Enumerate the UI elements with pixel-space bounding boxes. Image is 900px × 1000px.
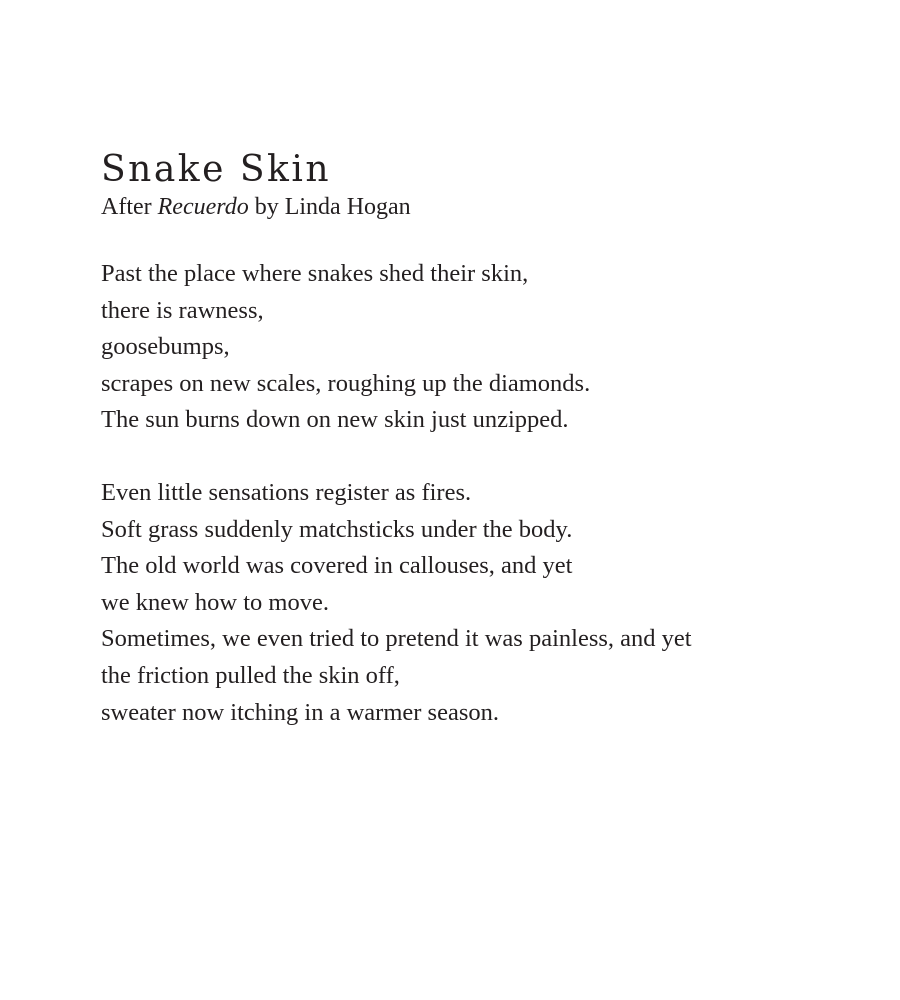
poem-line: Past the place where snakes shed their skin,: [101, 260, 529, 287]
stanza-1: [101, 256, 861, 439]
poem-line: Even little sensations register as fires.: [101, 478, 472, 506]
poem-line: the friction pulled the skin off,: [101, 661, 400, 689]
subtitle-suffix: by Linda Hogan: [248, 194, 411, 220]
subtitle-work-title: Recuerdo: [157, 194, 249, 220]
poem-line: scrapes on new scales, roughing up the diamonds.: [101, 369, 591, 397]
poem-line: there is rawness,: [101, 296, 264, 324]
poem-page: [101, 148, 861, 731]
poem-line: sweater now itching in a warmer season.: [101, 698, 499, 726]
poem-line: goosebumps,: [101, 333, 230, 361]
poem-subtitle: [101, 192, 861, 222]
poem-line: The old world was covered in callouses, and yet: [101, 552, 573, 580]
poem-line: we knew how to move.: [101, 588, 329, 616]
poem-line: Soft grass suddenly matchsticks under the body.: [101, 515, 573, 543]
poem-line: Sometimes, we even tried to pretend it was painless, and yet: [101, 625, 692, 653]
poem-line: The sun burns down on new skin just unzipped.: [101, 406, 569, 434]
stanza-2: [101, 475, 861, 731]
poem-title: Snake Skin: [101, 149, 332, 190]
subtitle-prefix: After: [101, 194, 158, 220]
